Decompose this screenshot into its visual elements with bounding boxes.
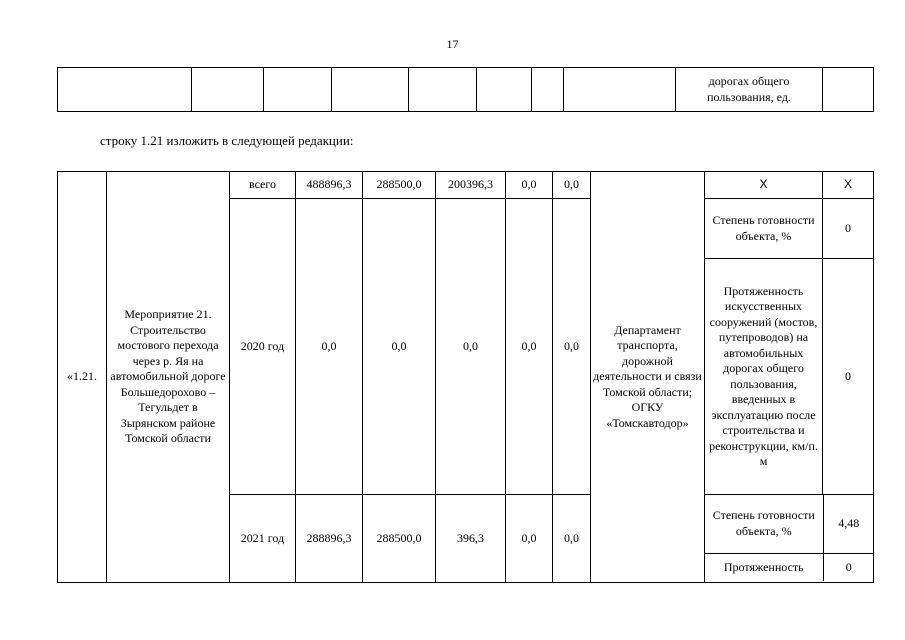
total-v1: 488896,3 — [296, 172, 363, 199]
year-2020-indicator-readiness: Степень готовности объекта, % — [705, 199, 823, 259]
year-2020-v4: 0,0 — [506, 199, 553, 495]
total-v3: 200396,3 — [436, 172, 506, 199]
page-number: 17 — [446, 37, 459, 51]
year-2021-indicator-readiness: Степень готовности объекта, % — [705, 495, 823, 553]
top-cell-6 — [477, 68, 532, 112]
total-v2: 288500,0 — [363, 172, 436, 199]
row-number: «1.21. — [58, 172, 107, 583]
top-cell-5 — [409, 68, 477, 112]
year-2021-v2: 288500,0 — [363, 495, 436, 583]
intro-text: строку 1.21 изложить в следующей редакции: — [100, 133, 354, 148]
year-2020-v5: 0,0 — [553, 199, 591, 495]
year-2020-readiness-value: 0 — [823, 199, 874, 259]
year-2021-v5: 0,0 — [553, 495, 591, 583]
year-2021-readiness-value: 4,48 — [823, 495, 874, 553]
total-indicator: Х — [705, 172, 823, 199]
year-2020-indicator-length: Протяженность искусственных сооружений (мостов, путепроводов) на автомобильных дорогах общего пользования, введенных в эксплуатацию после строительства и реконструкции, км/п. м — [705, 259, 823, 495]
year-2021-v1: 288896,3 — [296, 495, 363, 583]
total-label: всего — [230, 172, 296, 199]
year-2021-v4: 0,0 — [506, 495, 553, 583]
executor: Департамент транспорта, дорожной деятельности и связи Томской области; ОГКУ «Томскавтодор» — [591, 172, 705, 583]
top-cell-7 — [532, 68, 564, 112]
top-cell-3 — [264, 68, 332, 112]
year-2020-label: 2020 год — [230, 199, 296, 495]
year-2020-v2: 0,0 — [363, 199, 436, 495]
top-cell-8 — [564, 68, 676, 112]
main-table — [57, 171, 874, 583]
top-table — [57, 67, 874, 112]
year-2020-v1: 0,0 — [296, 199, 363, 495]
year-2021-length-value: 0 — [823, 553, 874, 581]
year-2020-v3: 0,0 — [436, 199, 506, 495]
year-2021-v3: 396,3 — [436, 495, 506, 583]
year-2020-length-value: 0 — [823, 259, 874, 495]
top-cell-2 — [192, 68, 264, 112]
total-v5: 0,0 — [553, 172, 591, 199]
top-cell-4 — [332, 68, 409, 112]
year-2021-label: 2021 год — [230, 495, 296, 583]
top-value-cell — [823, 68, 874, 112]
total-v4: 0,0 — [506, 172, 553, 199]
total-indicator-value: Х — [823, 172, 874, 199]
top-cell-1 — [58, 68, 192, 112]
year-2021-indicator-length: Протяженность — [705, 553, 823, 581]
top-indicator-cell: дорогах общего пользования, ед. — [676, 68, 823, 112]
year-2021-cells — [705, 495, 874, 583]
measure-name: Мероприятие 21. Строительство мостового перехода через р. Яя на автомобильной дороге Большедорохово – Тегульдет в Зырянском районе Томской области — [107, 172, 230, 583]
year-2021-indicators — [705, 495, 874, 581]
